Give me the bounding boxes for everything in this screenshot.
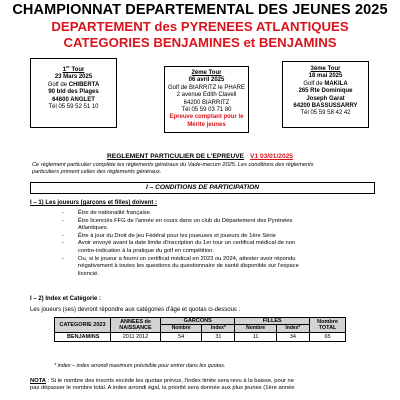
tour-3-phone: Tél 05 59 58 42 42	[300, 110, 351, 117]
cell-boys-count: 54	[161, 332, 202, 341]
table-header-row	[55, 318, 346, 325]
section-1-heading: I – 1) Les joueurs (garçons et filles) doivent :	[30, 200, 158, 206]
conditions-heading: I – CONDITIONS DE PARTICIPATION	[30, 182, 375, 194]
cell-boys-index: 31	[202, 332, 235, 341]
header-boys-count: Nombre	[161, 325, 202, 332]
tour-2-box	[164, 66, 249, 133]
section-2-intro: Les joueurs (ses) devront répondre aux catégories d'âge et quotas ci-dessous :	[30, 307, 241, 313]
header-girls: FILLES	[235, 318, 310, 325]
section-2-heading: I – 2) Index et Catégorie :	[30, 296, 102, 302]
tour-2-round: 2ème Tour	[191, 70, 222, 76]
regulation-subtitle: Ce règlement particulier complète les règlements généraux du Vade-mecum 2025. Les conditions des règlements particuliers priment celles des règlements généraux.	[32, 162, 314, 175]
tour-3-golf: Golf de MAKILA	[303, 80, 348, 87]
tour-3-address-line-2: Joseph Garat	[306, 95, 345, 102]
tour-2-date: 06 avril 2025	[188, 77, 225, 84]
tour-1-phone: Tél 05 59 52 51 10	[48, 104, 99, 111]
tour-2-phone: Tél 05 59 03 71 80	[181, 107, 232, 114]
categories-title: CATEGORIES BENJAMINES et BENJAMINS	[63, 35, 337, 50]
list-item: - Être licenciés FFG de l'année en cours dans un club du Département des Pyrénées	[62, 217, 293, 224]
list-item-continuation: licencié.	[78, 270, 99, 277]
list-item: - Être à jour du Droit de jeu Fédéral pour les joueuses et joueurs de 1ère Série	[62, 232, 276, 239]
list-item-continuation: Atlantiques.	[78, 225, 109, 232]
tour-3-round: 3ème Tour	[310, 66, 341, 72]
cell-category: BENJAMINS	[55, 332, 111, 341]
regulation-version: V1 03/01/2025	[250, 153, 293, 160]
list-item: - Ou, si le joueur a fourni un certificat médical en 2023 ou 2024, attester avoir répondu	[62, 255, 296, 262]
tour-3-date: 18 mai 2025	[308, 73, 343, 80]
department-title: DEPARTEMENT des PYRENEES ATLANTIQUES	[51, 19, 349, 34]
tour-2-address: 2 avenue Edith Clavell	[176, 92, 237, 99]
list-item-continuation: négativement à toutes les questions du questionnaire de santé disponible sur l'espace	[78, 263, 299, 270]
tour-1-golf: Golf de CHIBERTA	[47, 81, 100, 88]
tour-3-address-line-1: 265 Rte Dominique	[298, 88, 353, 95]
tour-2-note-line-2: Mérite jeunes	[187, 121, 226, 128]
header-girls-count: Nombre	[235, 325, 276, 332]
nota-label: NOTA	[30, 378, 46, 384]
nota-paragraph: NOTA : Si le nombre des inscrits excède les quotas prévus, l'index limite sera revu à la baisse, pour ne pas dépasser le nombre total. A index arrondi égal, la priorité sera donnée aux plus jeunes (1ère année	[30, 378, 295, 392]
header-girls-index: Index*	[276, 325, 309, 332]
list-item: - Avoir envoyé avant la date limite d'inscription du 1er tour un certificat médical de non	[62, 240, 296, 247]
quota-table	[54, 317, 346, 342]
header-total: Nombre TOTAL	[310, 318, 346, 333]
tour-2-city: 64200 BIARRITZ	[183, 99, 230, 106]
championship-title: CHAMPIONNAT DEPARTEMENTAL DES JEUNES 2025	[12, 2, 388, 18]
tour-2-note-line-1: Epreuve comptant pour le	[169, 114, 244, 121]
header-years: ANNEES de NAISSANCE	[111, 318, 161, 333]
cell-girls-count: 11	[235, 332, 276, 341]
list-item-continuation: contre-indication à la pratique du golf en compétition.	[78, 247, 214, 254]
tour-1-address: 90 bld des Plages	[48, 89, 99, 96]
index-footnote: * index – index arrondi maximum prévisible pour entrer dans les quotas.	[54, 363, 226, 369]
cell-girls-index: 34	[276, 332, 309, 341]
tour-1-round: 1er Tour	[62, 64, 85, 73]
tour-3-city: 64200 BASSUSSARRY	[293, 103, 358, 110]
regulation-title: REGLEMENT PARTICULIER DE L'EPREUVE V1 03/01/2025	[107, 153, 293, 160]
header-boys-index: Index*	[202, 325, 235, 332]
tour-1-box	[30, 58, 117, 128]
header-category: CATEGORIE 2023	[55, 318, 111, 333]
tour-2-golf: Golf de BIARRITZ le PHARE	[167, 84, 246, 91]
cell-years: 2011 2012	[111, 332, 161, 341]
list-item: - Être de nationalité française.	[62, 210, 152, 216]
cell-total: 65	[310, 332, 346, 341]
tour-1-city: 64600 ANGLET	[52, 96, 95, 103]
table-row	[55, 332, 346, 341]
tour-3-box	[282, 61, 369, 128]
section-1-list	[30, 210, 375, 278]
header-boys: GARCONS	[161, 318, 235, 325]
tour-1-date: 23 Mars 2025	[54, 74, 93, 81]
